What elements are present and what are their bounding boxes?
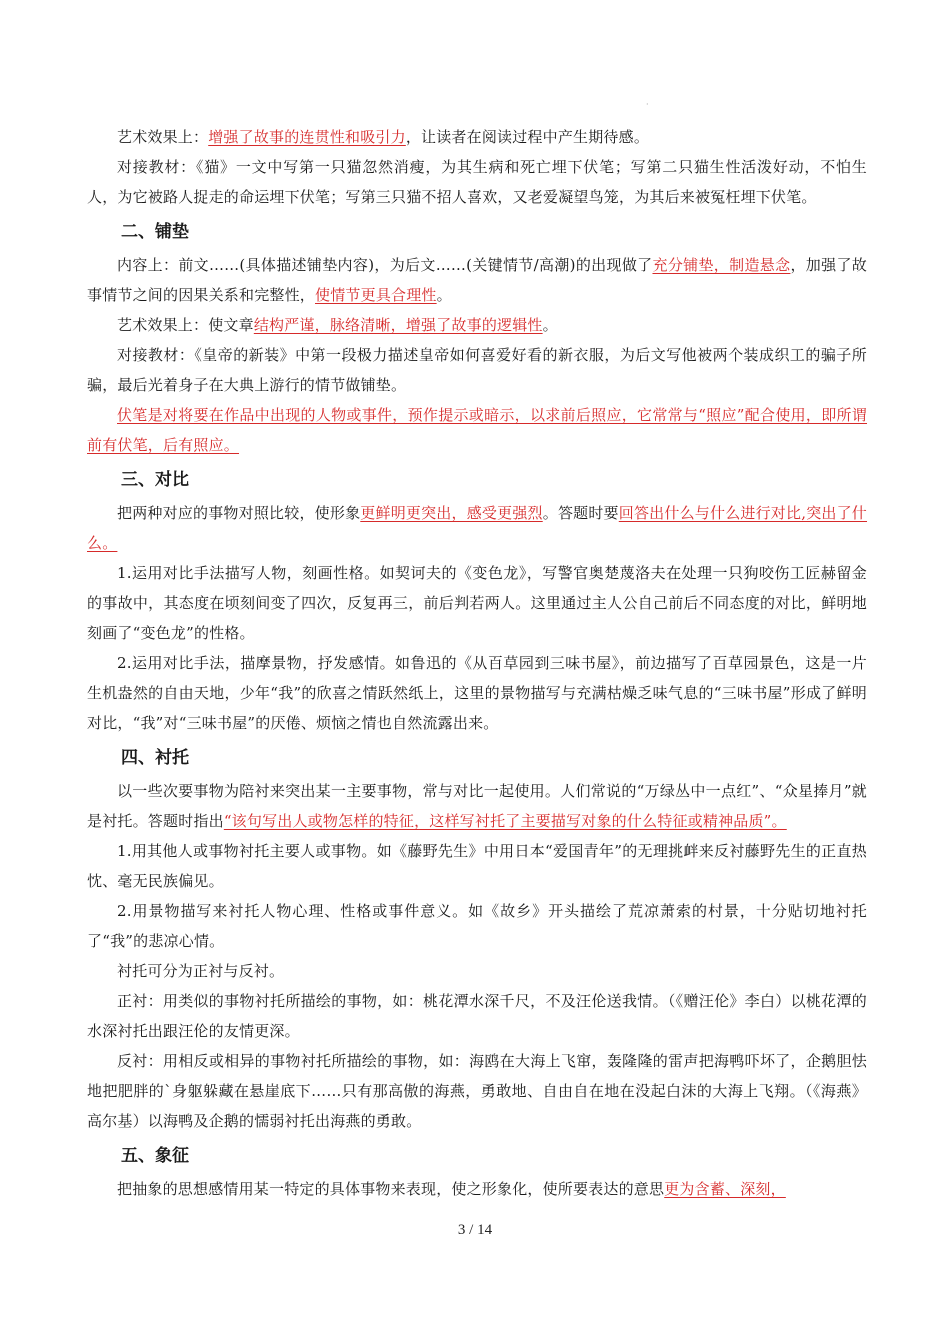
- highlight-text: 回答出什么与什么进行对比,突出了什么。: [87, 504, 868, 552]
- definition-paragraph: [87, 1174, 867, 1204]
- note-paragraph: [87, 400, 867, 460]
- section-heading-chentuo: 四、衬托: [121, 748, 189, 768]
- effect-paragraph: [87, 122, 867, 152]
- highlight-text: 结构严谨，脉络清晰，增强了故事的逻辑性: [253, 316, 543, 334]
- example-paragraph: 2.用景物描写来衬托人物心理、性格或事件意义。如《故乡》开头描绘了荒凉萧索的村景，十分贴切地衬托了“我”的悲凉心情。: [87, 902, 867, 950]
- definition-paragraph: [87, 498, 867, 558]
- textbook-paragraph: 对接教材：《皇帝的新装》中第一段极力描述皇帝如何喜爱好看的新衣服，为后文写他被两个装成织工的骗子所骗，最后光着身子在大典上游行的情节做铺垫。: [87, 346, 867, 394]
- page-number: 3 / 14: [457, 1222, 493, 1238]
- text-paragraph: 衬托可分为正衬与反衬。: [117, 962, 285, 980]
- text: ，让读者在阅读过程中产生期待感。: [405, 128, 650, 146]
- textbook-paragraph: 对接教材：《猫》一文中写第一只猫忽然消瘦，为其生病和死亡埋下伏笔；写第二只猫生性活泼好动，不怕生人，为它被路人捉走的命运埋下伏笔；写第三只猫不招人喜欢，又老爱凝望鸟笼，为其后来被冤枉埋下伏笔。: [87, 158, 867, 206]
- highlight-text: 伏笔是对将要在作品中出现的人物或事件，预作提示或暗示，以求前后照应，它常常与“照应”配合使用，即所谓前有伏笔，后有照应。: [87, 406, 867, 454]
- highlight-text: 使情节更具合理性: [315, 286, 437, 304]
- document-body: [87, 122, 867, 1204]
- example-paragraph: 1.运用对比手法描写人物，刻画性格。如契诃夫的《变色龙》，写警官奥楚蔑洛夫在处理一只狗咬伤工匠赫留金的事故中，其态度在顷刻间变了四次，反复再三，前后判若两人。这里通过主人公自己前后不同态度的对比，鲜明地刻画了“变色龙”的性格。: [87, 564, 867, 642]
- highlight-text: “该句写出人或物怎样的特征，这样写衬托了主要描写对象的什么特征或精神品质”。: [223, 812, 787, 830]
- highlight-text: 更为含蓄、深刻，: [664, 1180, 786, 1198]
- section-heading-pudian: 二、铺垫: [121, 222, 189, 242]
- example-paragraph: 2.运用对比手法，描摩景物，抒发感情。如鲁迅的《从百草园到三味书屋》，前边描写了百草园景色，这是一片生机盎然的自由天地，少年“我”的欣喜之情跃然纸上，这里的景物描写与充满枯燥乏味气息的“三味书屋”形成了鲜明对比，“我”对“三味书屋”的厌倦、烦恼之情也自然流露出来。: [87, 654, 867, 732]
- effect-paragraph: [87, 310, 867, 340]
- text: 把抽象的思想感情用某一特定的具体事物来表现，使之形象化，使所要表达的意思: [117, 1180, 665, 1198]
- example-paragraph: 1.用其他人或事物衬托主要人或事物。如《藤野先生》中用日本“爱国青年”的无理挑衅来反衬藤野先生的正直热忱、毫无民族偏见。: [87, 842, 867, 890]
- text: 艺术效果上：使文章: [117, 316, 254, 334]
- highlight-text: 充分铺垫，制造悬念: [652, 256, 791, 274]
- text-paragraph: 正衬：用类似的事物衬托所描绘的事物，如：桃花潭水深千尺，不及汪伦送我情。（《赠汪伦》李白）以桃花潭的水深衬托出跟汪伦的友情更深。: [87, 992, 867, 1040]
- definition-paragraph: [87, 776, 867, 836]
- content-paragraph: [87, 250, 867, 310]
- text: 。: [436, 286, 452, 304]
- text-paragraph: 反衬：用相反或相异的事物衬托所描绘的事物，如：海鸥在大海上飞窜，轰隆隆的雷声把海鸭吓坏了，企鹅胆怯地把肥胖的`身躯躲藏在悬崖底下……只有那高傲的海燕，勇敢地、自由自在地在没起白沫的大海上飞翔。（《海燕》高尔基）以海鸭及企鹅的懦弱衬托出海燕的勇敢。: [87, 1052, 867, 1130]
- section-heading-duibi: 三、对比: [121, 470, 189, 490]
- highlight-text: 增强了故事的连贯性和吸引力: [208, 128, 406, 146]
- text: 。: [542, 316, 558, 334]
- text: 。答题时要: [542, 504, 619, 522]
- text: 艺术效果上：: [117, 128, 209, 146]
- text: ，加强了故事情节之间的因果关系和完整性，: [87, 256, 867, 304]
- text: 内容上：前文……(具体描述铺垫内容)，为后文……(关键情节/高潮)的出现做了: [117, 256, 653, 274]
- header-mark: ·: [646, 100, 649, 109]
- text: 把两种对应的事物对照比较，使形象: [117, 504, 361, 522]
- section-heading-xiangzheng: 五、象征: [121, 1146, 189, 1166]
- text: 以一些次要事物为陪衬来突出某一主要事物，常与对比一起使用。人们常说的“万绿丛中一点红”、“众星捧月”就是衬托。答题时指出: [87, 782, 867, 830]
- highlight-text: 更鲜明更突出，感受更强烈: [360, 504, 543, 522]
